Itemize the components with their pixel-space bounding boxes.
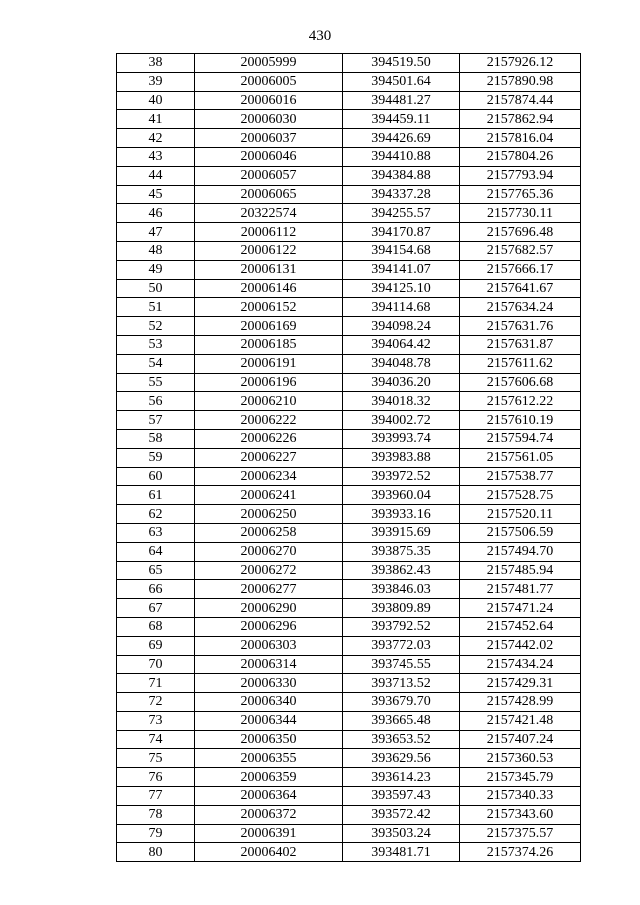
- y-coordinate-cell: 2157442.02: [460, 636, 581, 655]
- point-id-cell: 20006330: [195, 674, 343, 693]
- point-id-cell: 20006169: [195, 317, 343, 336]
- point-id-cell: 20006272: [195, 561, 343, 580]
- point-id-cell: 20006250: [195, 505, 343, 524]
- row-index-cell: 62: [117, 505, 195, 524]
- row-index-cell: 39: [117, 72, 195, 91]
- x-coordinate-cell: 394141.07: [343, 260, 460, 279]
- row-index-cell: 76: [117, 768, 195, 787]
- table-row: [117, 411, 581, 430]
- x-coordinate-cell: 394114.68: [343, 298, 460, 317]
- row-index-cell: 63: [117, 523, 195, 542]
- row-index-cell: 77: [117, 787, 195, 806]
- row-index-cell: 50: [117, 279, 195, 298]
- x-coordinate-cell: 393629.56: [343, 749, 460, 768]
- coordinates-table: [116, 53, 581, 862]
- point-id-cell: 20006146: [195, 279, 343, 298]
- y-coordinate-cell: 2157520.11: [460, 505, 581, 524]
- x-coordinate-cell: 393679.70: [343, 693, 460, 712]
- point-id-cell: 20006340: [195, 693, 343, 712]
- y-coordinate-cell: 2157730.11: [460, 204, 581, 223]
- y-coordinate-cell: 2157682.57: [460, 241, 581, 260]
- point-id-cell: 20322574: [195, 204, 343, 223]
- x-coordinate-cell: 394170.87: [343, 223, 460, 242]
- row-index-cell: 79: [117, 824, 195, 843]
- y-coordinate-cell: 2157407.24: [460, 730, 581, 749]
- point-id-cell: 20006290: [195, 599, 343, 618]
- point-id-cell: 20006191: [195, 354, 343, 373]
- point-id-cell: 20006350: [195, 730, 343, 749]
- x-coordinate-cell: 394048.78: [343, 354, 460, 373]
- table-row: [117, 674, 581, 693]
- table-row: [117, 805, 581, 824]
- point-id-cell: 20006234: [195, 467, 343, 486]
- table-row: [117, 129, 581, 148]
- y-coordinate-cell: 2157428.99: [460, 693, 581, 712]
- x-coordinate-cell: 393572.42: [343, 805, 460, 824]
- point-id-cell: 20006344: [195, 711, 343, 730]
- x-coordinate-cell: 393503.24: [343, 824, 460, 843]
- table-row: [117, 317, 581, 336]
- point-id-cell: 20006005: [195, 72, 343, 91]
- row-index-cell: 64: [117, 542, 195, 561]
- x-coordinate-cell: 394459.11: [343, 110, 460, 129]
- point-id-cell: 20006241: [195, 486, 343, 505]
- table-row: [117, 505, 581, 524]
- y-coordinate-cell: 2157528.75: [460, 486, 581, 505]
- x-coordinate-cell: 394002.72: [343, 411, 460, 430]
- y-coordinate-cell: 2157471.24: [460, 599, 581, 618]
- y-coordinate-cell: 2157374.26: [460, 843, 581, 862]
- table-row: [117, 711, 581, 730]
- x-coordinate-cell: 394018.32: [343, 392, 460, 411]
- row-index-cell: 67: [117, 599, 195, 618]
- table-row: [117, 373, 581, 392]
- y-coordinate-cell: 2157804.26: [460, 147, 581, 166]
- y-coordinate-cell: 2157481.77: [460, 580, 581, 599]
- table-row: [117, 467, 581, 486]
- row-index-cell: 48: [117, 241, 195, 260]
- row-index-cell: 69: [117, 636, 195, 655]
- table-row: [117, 749, 581, 768]
- x-coordinate-cell: 393772.03: [343, 636, 460, 655]
- table-row: [117, 298, 581, 317]
- y-coordinate-cell: 2157561.05: [460, 448, 581, 467]
- point-id-cell: 20006355: [195, 749, 343, 768]
- table-row: [117, 768, 581, 787]
- table-row: [117, 354, 581, 373]
- x-coordinate-cell: 394337.28: [343, 185, 460, 204]
- row-index-cell: 44: [117, 166, 195, 185]
- point-id-cell: 20006372: [195, 805, 343, 824]
- table-row: [117, 91, 581, 110]
- x-coordinate-cell: 393846.03: [343, 580, 460, 599]
- row-index-cell: 51: [117, 298, 195, 317]
- row-index-cell: 80: [117, 843, 195, 862]
- point-id-cell: 20006227: [195, 448, 343, 467]
- y-coordinate-cell: 2157594.74: [460, 429, 581, 448]
- y-coordinate-cell: 2157862.94: [460, 110, 581, 129]
- table-row: [117, 110, 581, 129]
- point-id-cell: 20006303: [195, 636, 343, 655]
- table-row: [117, 392, 581, 411]
- x-coordinate-cell: 393933.16: [343, 505, 460, 524]
- table-row: [117, 486, 581, 505]
- point-id-cell: 20006364: [195, 787, 343, 806]
- row-index-cell: 54: [117, 354, 195, 373]
- table-row: [117, 617, 581, 636]
- row-index-cell: 42: [117, 129, 195, 148]
- point-id-cell: 20006122: [195, 241, 343, 260]
- table-row: [117, 335, 581, 354]
- y-coordinate-cell: 2157612.22: [460, 392, 581, 411]
- row-index-cell: 57: [117, 411, 195, 430]
- row-index-cell: 41: [117, 110, 195, 129]
- y-coordinate-cell: 2157494.70: [460, 542, 581, 561]
- row-index-cell: 53: [117, 335, 195, 354]
- x-coordinate-cell: 393915.69: [343, 523, 460, 542]
- x-coordinate-cell: 394125.10: [343, 279, 460, 298]
- y-coordinate-cell: 2157343.60: [460, 805, 581, 824]
- table-row: [117, 787, 581, 806]
- row-index-cell: 38: [117, 54, 195, 73]
- row-index-cell: 46: [117, 204, 195, 223]
- x-coordinate-cell: 393972.52: [343, 467, 460, 486]
- x-coordinate-cell: 394481.27: [343, 91, 460, 110]
- row-index-cell: 70: [117, 655, 195, 674]
- row-index-cell: 71: [117, 674, 195, 693]
- y-coordinate-cell: 2157631.87: [460, 335, 581, 354]
- row-index-cell: 60: [117, 467, 195, 486]
- y-coordinate-cell: 2157890.98: [460, 72, 581, 91]
- row-index-cell: 66: [117, 580, 195, 599]
- y-coordinate-cell: 2157506.59: [460, 523, 581, 542]
- y-coordinate-cell: 2157611.62: [460, 354, 581, 373]
- x-coordinate-cell: 394410.88: [343, 147, 460, 166]
- y-coordinate-cell: 2157340.33: [460, 787, 581, 806]
- y-coordinate-cell: 2157421.48: [460, 711, 581, 730]
- x-coordinate-cell: 393653.52: [343, 730, 460, 749]
- x-coordinate-cell: 393983.88: [343, 448, 460, 467]
- y-coordinate-cell: 2157360.53: [460, 749, 581, 768]
- table-row: [117, 542, 581, 561]
- row-index-cell: 58: [117, 429, 195, 448]
- point-id-cell: 20006270: [195, 542, 343, 561]
- row-index-cell: 73: [117, 711, 195, 730]
- table-row: [117, 636, 581, 655]
- x-coordinate-cell: 393745.55: [343, 655, 460, 674]
- table-row: [117, 204, 581, 223]
- row-index-cell: 74: [117, 730, 195, 749]
- table-row: [117, 72, 581, 91]
- point-id-cell: 20006359: [195, 768, 343, 787]
- table-row: [117, 260, 581, 279]
- row-index-cell: 49: [117, 260, 195, 279]
- point-id-cell: 20006402: [195, 843, 343, 862]
- x-coordinate-cell: 394426.69: [343, 129, 460, 148]
- y-coordinate-cell: 2157765.36: [460, 185, 581, 204]
- point-id-cell: 20006391: [195, 824, 343, 843]
- point-id-cell: 20006258: [195, 523, 343, 542]
- row-index-cell: 59: [117, 448, 195, 467]
- point-id-cell: 20006016: [195, 91, 343, 110]
- y-coordinate-cell: 2157452.64: [460, 617, 581, 636]
- table-row: [117, 279, 581, 298]
- y-coordinate-cell: 2157429.31: [460, 674, 581, 693]
- point-id-cell: 20005999: [195, 54, 343, 73]
- table-row: [117, 54, 581, 73]
- x-coordinate-cell: 394036.20: [343, 373, 460, 392]
- point-id-cell: 20006030: [195, 110, 343, 129]
- y-coordinate-cell: 2157816.04: [460, 129, 581, 148]
- table-row: [117, 223, 581, 242]
- y-coordinate-cell: 2157610.19: [460, 411, 581, 430]
- x-coordinate-cell: 394519.50: [343, 54, 460, 73]
- point-id-cell: 20006296: [195, 617, 343, 636]
- point-id-cell: 20006185: [195, 335, 343, 354]
- table-body: [117, 54, 581, 862]
- table-row: [117, 185, 581, 204]
- x-coordinate-cell: 393481.71: [343, 843, 460, 862]
- y-coordinate-cell: 2157485.94: [460, 561, 581, 580]
- row-index-cell: 40: [117, 91, 195, 110]
- table-row: [117, 599, 581, 618]
- point-id-cell: 20006131: [195, 260, 343, 279]
- point-id-cell: 20006057: [195, 166, 343, 185]
- y-coordinate-cell: 2157631.76: [460, 317, 581, 336]
- row-index-cell: 56: [117, 392, 195, 411]
- point-id-cell: 20006046: [195, 147, 343, 166]
- row-index-cell: 45: [117, 185, 195, 204]
- y-coordinate-cell: 2157793.94: [460, 166, 581, 185]
- table-row: [117, 730, 581, 749]
- row-index-cell: 55: [117, 373, 195, 392]
- row-index-cell: 61: [117, 486, 195, 505]
- x-coordinate-cell: 393665.48: [343, 711, 460, 730]
- x-coordinate-cell: 393993.74: [343, 429, 460, 448]
- y-coordinate-cell: 2157375.57: [460, 824, 581, 843]
- point-id-cell: 20006210: [195, 392, 343, 411]
- table-row: [117, 523, 581, 542]
- x-coordinate-cell: 393960.04: [343, 486, 460, 505]
- y-coordinate-cell: 2157634.24: [460, 298, 581, 317]
- x-coordinate-cell: 394154.68: [343, 241, 460, 260]
- row-index-cell: 75: [117, 749, 195, 768]
- row-index-cell: 68: [117, 617, 195, 636]
- x-coordinate-cell: 393809.89: [343, 599, 460, 618]
- x-coordinate-cell: 393597.43: [343, 787, 460, 806]
- x-coordinate-cell: 393862.43: [343, 561, 460, 580]
- row-index-cell: 72: [117, 693, 195, 712]
- x-coordinate-cell: 393875.35: [343, 542, 460, 561]
- table-row: [117, 580, 581, 599]
- y-coordinate-cell: 2157666.17: [460, 260, 581, 279]
- table-row: [117, 241, 581, 260]
- x-coordinate-cell: 394384.88: [343, 166, 460, 185]
- page-number: 430: [308, 28, 332, 44]
- row-index-cell: 43: [117, 147, 195, 166]
- table-row: [117, 693, 581, 712]
- table-row: [117, 448, 581, 467]
- table-row: [117, 429, 581, 448]
- table-row: [117, 824, 581, 843]
- point-id-cell: 20006196: [195, 373, 343, 392]
- row-index-cell: 78: [117, 805, 195, 824]
- row-index-cell: 65: [117, 561, 195, 580]
- point-id-cell: 20006037: [195, 129, 343, 148]
- y-coordinate-cell: 2157874.44: [460, 91, 581, 110]
- table-row: [117, 561, 581, 580]
- point-id-cell: 20006152: [195, 298, 343, 317]
- x-coordinate-cell: 394255.57: [343, 204, 460, 223]
- x-coordinate-cell: 393792.52: [343, 617, 460, 636]
- point-id-cell: 20006112: [195, 223, 343, 242]
- x-coordinate-cell: 394501.64: [343, 72, 460, 91]
- x-coordinate-cell: 393713.52: [343, 674, 460, 693]
- y-coordinate-cell: 2157696.48: [460, 223, 581, 242]
- y-coordinate-cell: 2157606.68: [460, 373, 581, 392]
- point-id-cell: 20006065: [195, 185, 343, 204]
- row-index-cell: 47: [117, 223, 195, 242]
- table-row: [117, 655, 581, 674]
- x-coordinate-cell: 394098.24: [343, 317, 460, 336]
- y-coordinate-cell: 2157926.12: [460, 54, 581, 73]
- table-row: [117, 166, 581, 185]
- point-id-cell: 20006277: [195, 580, 343, 599]
- table-row: [117, 147, 581, 166]
- y-coordinate-cell: 2157538.77: [460, 467, 581, 486]
- table-row: [117, 843, 581, 862]
- x-coordinate-cell: 393614.23: [343, 768, 460, 787]
- y-coordinate-cell: 2157345.79: [460, 768, 581, 787]
- y-coordinate-cell: 2157434.24: [460, 655, 581, 674]
- point-id-cell: 20006314: [195, 655, 343, 674]
- point-id-cell: 20006226: [195, 429, 343, 448]
- x-coordinate-cell: 394064.42: [343, 335, 460, 354]
- y-coordinate-cell: 2157641.67: [460, 279, 581, 298]
- row-index-cell: 52: [117, 317, 195, 336]
- point-id-cell: 20006222: [195, 411, 343, 430]
